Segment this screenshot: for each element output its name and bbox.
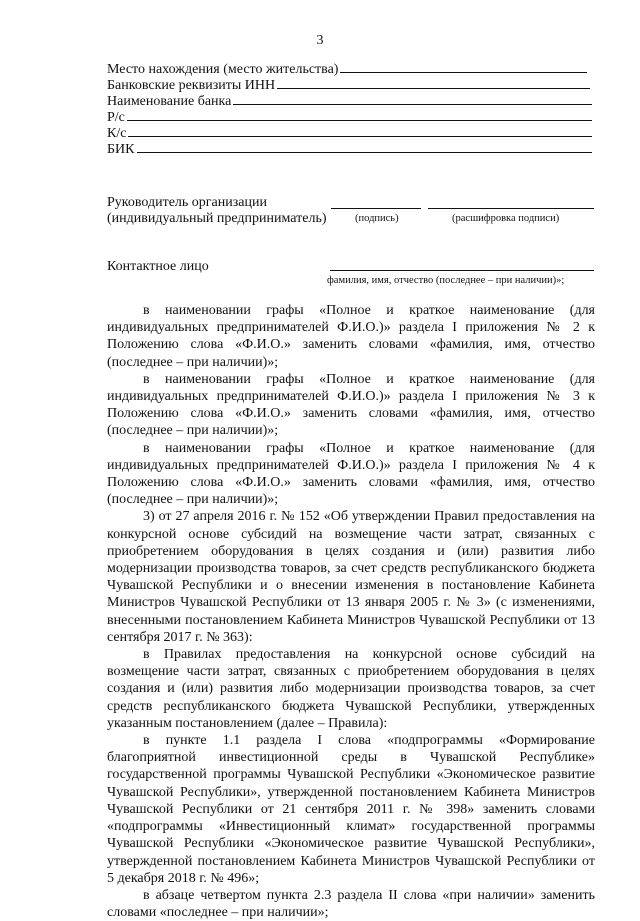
bank-details-label: Банковские реквизиты ИНН <box>107 78 276 93</box>
paragraph-appendix-4: в наименовании графы «Полное и краткое наименование (для индивидуальных предпринимателей Ф.И.О.)» раздела I приложения № 4 к Положению слова «Ф.И.О.» заменить словами «фамилия, имя, отчество (последнее – при наличии)»; <box>107 440 595 508</box>
paragraph-appendix-2: в наименовании графы «Полное и краткое наименование (для индивидуальных предпринимателей Ф.И.О.)» раздела I приложения № 2 к Положению слова «Ф.И.О.» заменить словами «фамилия, имя, отчество (последнее – при наличии)»; <box>107 303 595 370</box>
paragraph-point-1-1: в пункте 1.1 раздела I слова «подпрограммы «Формирование благоприятной инвестиционной среды в Чувашской Республике» государственной программы Чувашской Республики «Экономическое развитие Чувашской Республики», утвержденной постановлением Кабинета Министров Чувашской Республики от 21 сентября 2011 г. № 398» заменить словами «подпрограммы «Инвестиционный климат» государственной программы Чувашской Республики «Экономическое развитие Чувашской Республики», утвержденной постановлением Кабинета Министров Чувашской Республики от 5 декабря 2018 г. № 496»; <box>107 733 595 886</box>
location-line <box>340 60 587 73</box>
paragraph-point-2-3: в абзаце четвертом пункта 2.3 раздела II слова «при наличии» заменить словами «последнее – при наличии»; <box>107 887 595 921</box>
paragraph-rules: в Правилах предоставления на конкурсной основе субсидий на возмещение части затрат, связанных с приобретением оборудования в целях создания и (или) развития либо модернизации производства товаров, за счет средств республиканского бюджета Чувашской Республики, утвержденных указанным постановлением (далее – Правила): <box>107 647 595 731</box>
bank-name-line <box>233 92 592 105</box>
contact-line <box>330 270 594 271</box>
paragraph-appendix-3: в наименовании графы «Полное и краткое наименование (для индивидуальных предпринимателей Ф.И.О.)» раздела I приложения № 3 к Положению слова «Ф.И.О.» заменить словами «фамилия, имя, отчество (последнее – при наличии)»; <box>107 371 595 439</box>
signature-decoding-line <box>428 208 594 209</box>
location-label: Место нахождения (место жительства) <box>107 62 339 77</box>
account-label: Р/с <box>107 110 125 125</box>
signature-decoding-caption: (расшифровка подписи) <box>452 213 560 224</box>
head-label-line2: (индивидуальный предприниматель) <box>107 211 327 226</box>
bik-line <box>137 140 593 153</box>
corr-account-line <box>128 124 592 137</box>
head-label-line1: Руководитель организации <box>107 195 267 210</box>
signature-caption: (подпись) <box>355 213 399 224</box>
signature-line <box>331 208 421 209</box>
contact-label: Контактное лицо <box>107 259 209 274</box>
paragraph-item-3: 3) от 27 апреля 2016 г. № 152 «Об утверждении Правил предоставления на конкурсной основе субсидий на возмещение части затрат, связанных с приобретением оборудования в целях создания и (или) развития либо модернизации производства товаров, за счет средств республиканского бюджета Чувашской Республики и о внесении изменения в постановление Кабинета Министров Чувашской Республики от 13 января 2005 г. № 3» (с изменениями, внесенными постановлением Кабинета Министров Чувашской Республики от 13 сентября 2017 г. № 363): <box>107 509 595 645</box>
account-line <box>127 108 592 121</box>
page-number: 3 <box>316 33 324 48</box>
document-body <box>107 302 595 921</box>
bank-name-label: Наименование банка <box>107 94 232 109</box>
contact-caption: фамилия, имя, отчество (последнее – при наличии)»; <box>327 275 565 286</box>
bank-details-line <box>277 76 590 89</box>
bik-row <box>107 140 592 158</box>
corr-account-label: К/с <box>107 126 127 141</box>
bik-label: БИК <box>107 142 135 157</box>
